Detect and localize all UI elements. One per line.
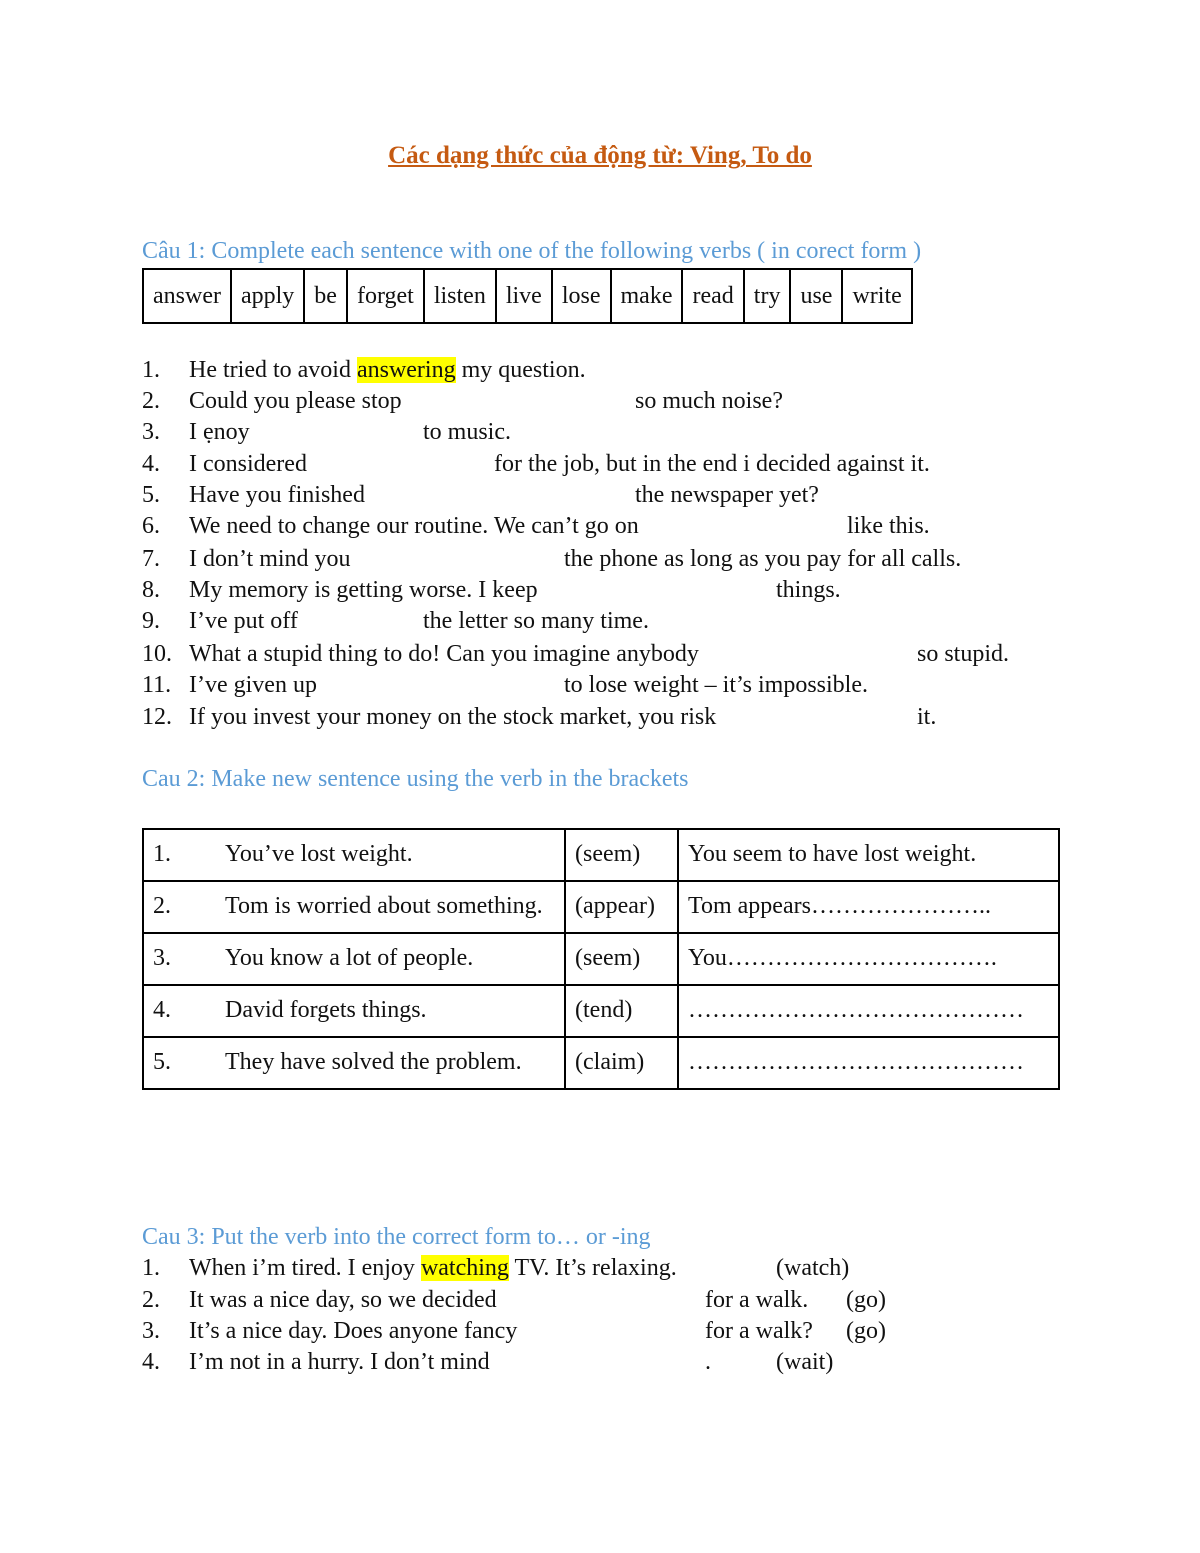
answer-cell: ……………………………………	[678, 985, 1059, 1037]
answer-cell: ……………………………………	[678, 1037, 1059, 1089]
item-after: so much noise?	[635, 388, 783, 414]
sentence-cell	[143, 933, 565, 985]
row-sentence: You’ve lost weight.	[225, 841, 413, 867]
item-after: it.	[917, 704, 937, 730]
verb-cell: use	[790, 269, 842, 323]
item-before: My memory is getting worse. I keep	[189, 577, 538, 603]
item-verb: (wait)	[776, 1349, 834, 1375]
verb-cell: make	[611, 269, 683, 323]
verb-cell: be	[304, 269, 347, 323]
verb-cell: lose	[552, 269, 611, 323]
row-sentence: Tom is worried about something.	[225, 893, 543, 919]
row-number: 5.	[153, 1049, 171, 1075]
verb-cell: forget	[347, 269, 424, 323]
item-before: If you invest your money on the stock market, you risk	[189, 704, 717, 730]
item-before: When i’m tired. I enjoy	[189, 1255, 421, 1281]
row-number: 4.	[153, 997, 171, 1023]
item-number: 12.	[142, 704, 172, 730]
row-sentence: You know a lot of people.	[225, 945, 474, 971]
item-after: so stupid.	[917, 641, 1010, 667]
verb-cell: (seem)	[565, 829, 678, 881]
answer-cell: Tom appears…………………..	[678, 881, 1059, 933]
item-number: 1.	[142, 357, 160, 383]
verb-cell: listen	[424, 269, 496, 323]
row-sentence: They have solved the problem.	[225, 1049, 522, 1075]
item-after: .	[705, 1349, 711, 1375]
sentence-cell	[143, 881, 565, 933]
item-verb: (go)	[846, 1318, 886, 1344]
sentence-cell	[143, 829, 565, 881]
table-row	[143, 881, 1059, 933]
item-after: for a walk.	[705, 1287, 809, 1313]
item-after: for the job, but in the end i decided against it.	[494, 451, 930, 477]
item-before: He tried to avoid	[189, 357, 357, 383]
table-row	[143, 933, 1059, 985]
section1-heading: Câu 1: Complete each sentence with one of the following verbs ( in corect form )	[142, 238, 922, 264]
table-row	[143, 1037, 1059, 1089]
item-before: I’ve given up	[189, 672, 317, 698]
item-number: 3.	[142, 1318, 160, 1344]
item-number: 2.	[142, 1287, 160, 1313]
item-after: to lose weight – it’s impossible.	[564, 672, 868, 698]
item-before: We need to change our routine. We can’t go on	[189, 513, 639, 539]
item-verb: (watch)	[776, 1255, 850, 1281]
verb-cell: write	[842, 269, 911, 323]
item-before: I’ve put off	[189, 608, 298, 634]
table-row	[143, 829, 1059, 881]
verb-cell: answer	[143, 269, 231, 323]
item-number: 10.	[142, 641, 172, 667]
answer-highlight: watching	[420, 1255, 509, 1281]
sentence-cell	[143, 985, 565, 1037]
item-text	[189, 1255, 677, 1282]
item-before: I considered	[189, 451, 307, 477]
item-number: 11.	[142, 672, 172, 698]
answer-cell: You…………………………….	[678, 933, 1059, 985]
item-number: 5.	[142, 482, 160, 508]
sentence-cell	[143, 1037, 565, 1089]
answer-cell: You seem to have lost weight.	[678, 829, 1059, 881]
item-after: TV. It’s relaxing.	[508, 1255, 677, 1281]
item-before: I’m not in a hurry. I don’t mind	[189, 1349, 490, 1375]
item-after: to music.	[423, 419, 511, 445]
item-after: the letter so many time.	[423, 608, 649, 634]
row-number: 2.	[153, 893, 171, 919]
verb-cell: (appear)	[565, 881, 678, 933]
item-before: Could you please stop	[189, 388, 402, 414]
verb-cell: try	[744, 269, 791, 323]
answer-highlight: answering	[356, 357, 456, 383]
item-after: things.	[776, 577, 841, 603]
page-title: Các dạng thức của động từ: Ving, To do	[388, 142, 812, 169]
verb-cell: apply	[231, 269, 304, 323]
item-before: It’s a nice day. Does anyone fancy	[189, 1318, 518, 1344]
item-after: the newspaper yet?	[635, 482, 819, 508]
item-before: I don’t mind you	[189, 546, 351, 572]
item-before: It was a nice day, so we decided	[189, 1287, 497, 1313]
item-after: for a walk?	[705, 1318, 813, 1344]
item-after: the phone as long as you pay for all calls.	[564, 546, 962, 572]
item-before: Have you finished	[189, 482, 365, 508]
item-after: my question.	[455, 357, 586, 383]
row-sentence: David forgets things.	[225, 997, 427, 1023]
verb-cell: (seem)	[565, 933, 678, 985]
row-number: 3.	[153, 945, 171, 971]
item-number: 6.	[142, 513, 160, 539]
item-number: 1.	[142, 1255, 160, 1281]
row-number: 1.	[153, 841, 171, 867]
verb-cell: (tend)	[565, 985, 678, 1037]
table-row	[143, 985, 1059, 1037]
item-before: I ẹnoy	[189, 419, 250, 445]
item-number: 4.	[142, 1349, 160, 1375]
item-number: 7.	[142, 546, 160, 572]
item-before: What a stupid thing to do! Can you imagine anybody	[189, 641, 699, 667]
item-number: 4.	[142, 451, 160, 477]
item-verb: (go)	[846, 1287, 886, 1313]
section3-heading: Cau 3: Put the verb into the correct form to… or -ing	[142, 1224, 651, 1250]
item-number: 3.	[142, 419, 160, 445]
item-number: 9.	[142, 608, 160, 634]
verb-cell: (claim)	[565, 1037, 678, 1089]
verb-cell: live	[496, 269, 552, 323]
item-text	[189, 357, 586, 384]
transformation-table	[142, 828, 1060, 1090]
verb-box	[142, 268, 913, 324]
item-number: 2.	[142, 388, 160, 414]
section2-heading: Cau 2: Make new sentence using the verb in the brackets	[142, 766, 689, 792]
item-after: like this.	[847, 513, 930, 539]
verb-cell: read	[682, 269, 743, 323]
item-number: 8.	[142, 577, 160, 603]
